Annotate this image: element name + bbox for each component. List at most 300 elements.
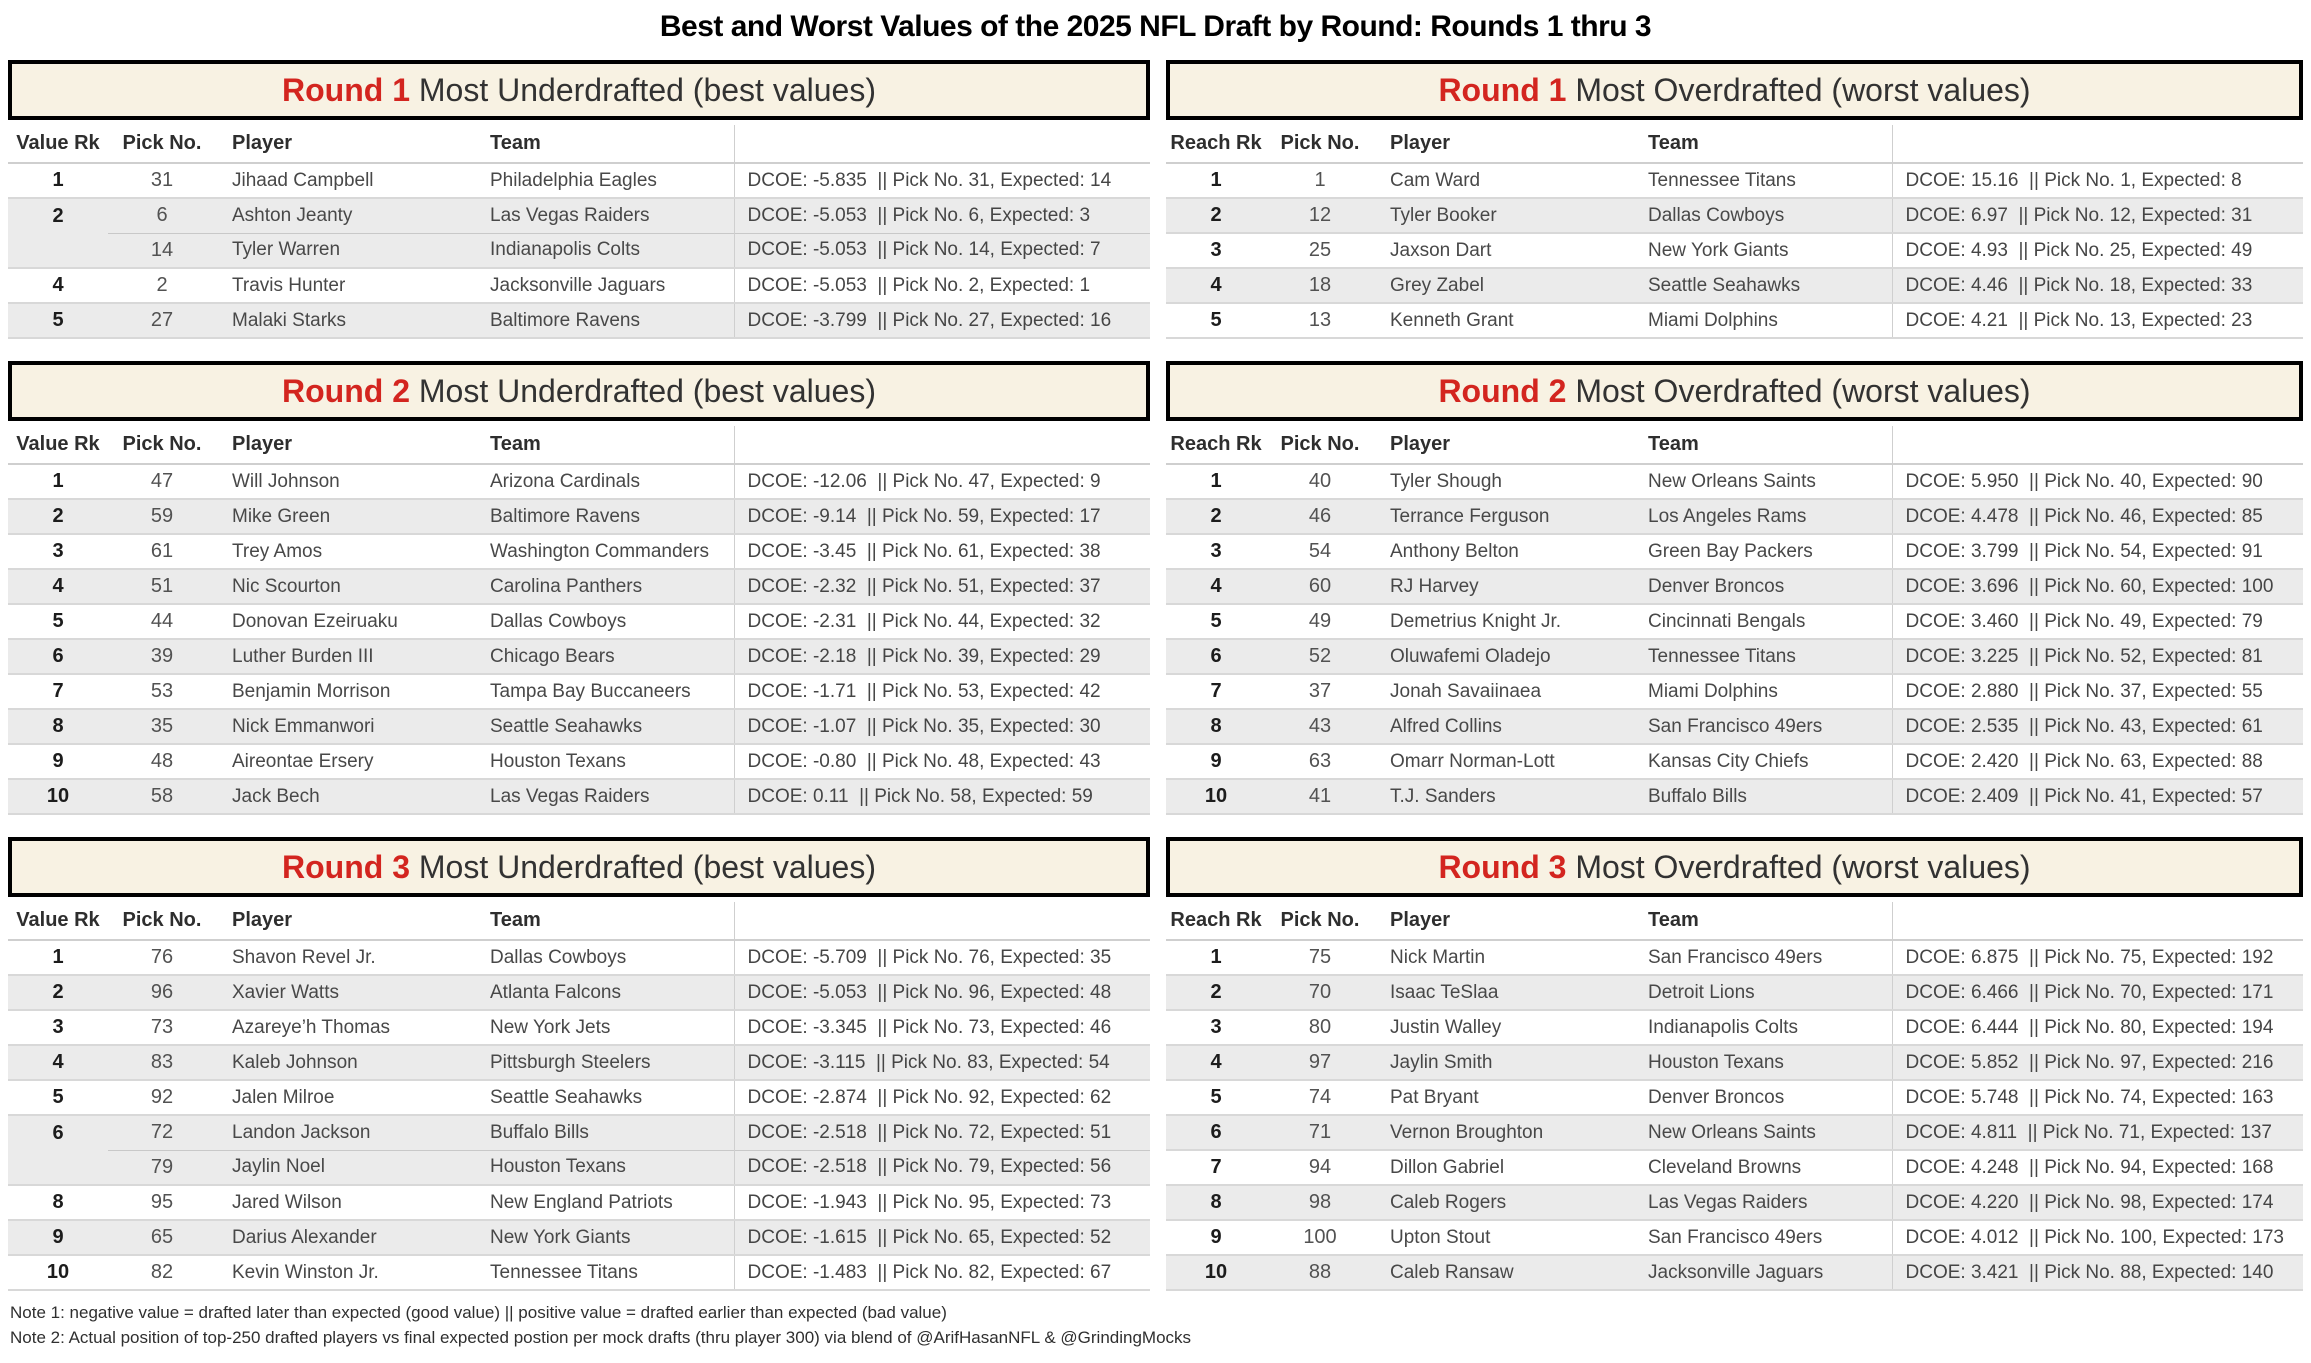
- pick-no-cell: 96: [108, 975, 216, 1010]
- player-cell: Kevin Winston Jr.: [216, 1255, 474, 1290]
- pick-no-cell: 25: [1266, 233, 1374, 268]
- rank-cell: 6: [1166, 639, 1266, 674]
- team-cell: Houston Texans: [1632, 1045, 1892, 1080]
- dcoe-cell: DCOE: 4.93 || Pick No. 25, Expected: 49: [1892, 233, 2303, 268]
- rank-cell: 1: [1210, 169, 1222, 191]
- table-row: [8, 779, 1150, 814]
- player-cell: Dillon Gabriel: [1374, 1150, 1632, 1185]
- table-row: [8, 303, 1150, 338]
- table-body: [8, 464, 1150, 814]
- table-row: [1166, 268, 2303, 303]
- table-body: [8, 940, 1150, 1290]
- table-title-banner: [1166, 60, 2303, 120]
- banner-subtitle: Most Overdrafted (worst values): [1566, 372, 2031, 409]
- pick-no-cell: 100: [1266, 1220, 1374, 1255]
- table-row: [1166, 1080, 2303, 1115]
- table-row: [8, 534, 1150, 569]
- player-cell: Mike Green: [216, 499, 474, 534]
- team-cell: Jacksonville Jaguars: [1632, 1255, 1892, 1290]
- pick-no-cell: 51: [108, 569, 216, 604]
- team-cell: San Francisco 49ers: [1632, 709, 1892, 744]
- col-header-player: Player: [216, 902, 474, 940]
- draft-value-table: [8, 125, 1150, 339]
- team-cell: Tampa Bay Buccaneers: [474, 674, 734, 709]
- team-cell: Green Bay Packers: [1632, 534, 1892, 569]
- dcoe-cell: DCOE: 3.460 || Pick No. 49, Expected: 79: [1892, 604, 2303, 639]
- team-cell: Atlanta Falcons: [474, 975, 734, 1010]
- player-cell: Kaleb Johnson: [216, 1045, 474, 1080]
- pick-no-cell: 79: [108, 1150, 216, 1185]
- player-cell: Tyler Shough: [1390, 470, 1502, 492]
- pick-no-cell: 52: [1266, 639, 1374, 674]
- pick-no-cell: 61: [108, 534, 216, 569]
- player-cell: RJ Harvey: [1374, 569, 1632, 604]
- team-cell: Dallas Cowboys: [1632, 198, 1892, 233]
- rank-cell: 4: [8, 569, 108, 604]
- dcoe-cell: DCOE: -1.483 || Pick No. 82, Expected: 67: [734, 1255, 1150, 1290]
- table-header: [1166, 426, 2303, 464]
- player-cell: Aireontae Ersery: [216, 744, 474, 779]
- player-cell: Jihaad Campbell: [232, 169, 374, 191]
- rank-cell: 5: [1166, 303, 1266, 338]
- rank-cell: 5: [8, 303, 108, 338]
- rank-cell: 1: [52, 946, 64, 968]
- player-cell: Darius Alexander: [216, 1220, 474, 1255]
- table-row: [8, 1255, 1150, 1290]
- player-cell: Demetrius Knight Jr.: [1374, 604, 1632, 639]
- team-cell: Jacksonville Jaguars: [474, 268, 734, 303]
- pick-no-cell: 27: [108, 303, 216, 338]
- dcoe-cell: DCOE: 4.21 || Pick No. 13, Expected: 23: [1892, 303, 2303, 338]
- player-cell: Nick Martin: [1390, 946, 1486, 968]
- table-body: [1166, 163, 2303, 338]
- rank-cell: 3: [8, 534, 108, 569]
- col-header-team: Team: [1632, 125, 1892, 163]
- rank-cell: 2: [1166, 198, 1266, 233]
- footnote-2: Note 2: Actual position of top-250 drafted players vs final expected postion per mock drafts (thru player 300) via blend of @ArifHasanNFL & @GrindingMocks: [10, 1327, 1192, 1347]
- dcoe-cell: DCOE: 4.46 || Pick No. 18, Expected: 33: [1892, 268, 2303, 303]
- player-cell: Grey Zabel: [1374, 268, 1632, 303]
- player-cell: Jalen Milroe: [216, 1080, 474, 1115]
- team-cell: Las Vegas Raiders: [474, 198, 734, 233]
- dcoe-cell: DCOE: -1.71 || Pick No. 53, Expected: 42: [734, 674, 1150, 709]
- banner-subtitle: Most Overdrafted (worst values): [1566, 71, 2031, 108]
- rank-cell: 4: [8, 268, 108, 303]
- table-row: [1166, 198, 2303, 233]
- table-header: [1166, 902, 2303, 940]
- dcoe-cell: DCOE: -2.18 || Pick No. 39, Expected: 29: [734, 639, 1150, 674]
- table-body: [1166, 940, 2303, 1290]
- table-row: [8, 604, 1150, 639]
- rank-cell: [8, 1150, 108, 1185]
- dcoe-cell: DCOE: -2.31 || Pick No. 44, Expected: 32: [734, 604, 1150, 639]
- pick-no-cell: 71: [1266, 1115, 1374, 1150]
- col-header-pick-no: Pick No.: [1266, 902, 1374, 940]
- rank-cell: 1: [1210, 946, 1222, 968]
- pick-no-cell: 60: [1266, 569, 1374, 604]
- col-header-player: Player: [216, 125, 474, 163]
- table-header: [8, 125, 1150, 163]
- table-row: [8, 569, 1150, 604]
- table-row: [1166, 779, 2303, 814]
- dcoe-cell: DCOE: 6.466 || Pick No. 70, Expected: 171: [1892, 975, 2303, 1010]
- col-header-pick-no: Pick No.: [108, 426, 216, 464]
- table-row: [8, 198, 1150, 233]
- team-cell: Dallas Cowboys: [474, 604, 734, 639]
- round-3-most-underdrafted: [8, 837, 1150, 1291]
- pick-no-cell: 31: [150, 169, 174, 191]
- table-row: [8, 233, 1150, 268]
- player-cell: Tyler Booker: [1374, 198, 1632, 233]
- rank-cell: 10: [1166, 1255, 1266, 1290]
- team-cell: Miami Dolphins: [1632, 303, 1892, 338]
- team-cell: Seattle Seahawks: [474, 709, 734, 744]
- team-cell: New York Giants: [1632, 233, 1892, 268]
- dcoe-cell: DCOE: 4.248 || Pick No. 94, Expected: 168: [1892, 1150, 2303, 1185]
- player-cell: T.J. Sanders: [1374, 779, 1632, 814]
- rank-cell: 8: [8, 709, 108, 744]
- round-2-most-underdrafted: [8, 361, 1150, 815]
- team-cell: Washington Commanders: [474, 534, 734, 569]
- player-cell: Caleb Ransaw: [1374, 1255, 1632, 1290]
- rank-cell: 6: [1166, 1115, 1266, 1150]
- rank-cell: 2: [1166, 975, 1266, 1010]
- banner-round-label: Round 3: [1438, 848, 1567, 885]
- pick-no-cell: 95: [108, 1185, 216, 1220]
- team-cell: Tennessee Titans: [1632, 639, 1892, 674]
- player-cell: Pat Bryant: [1374, 1080, 1632, 1115]
- table-row: [8, 163, 1150, 198]
- team-cell: Arizona Cardinals: [490, 470, 640, 492]
- player-cell: Jonah Savaiinaea: [1374, 674, 1632, 709]
- draft-value-table: [1166, 902, 2303, 1291]
- dcoe-cell: DCOE: 4.012 || Pick No. 100, Expected: 173: [1892, 1220, 2303, 1255]
- team-cell: Pittsburgh Steelers: [474, 1045, 734, 1080]
- rank-cell: 8: [1166, 1185, 1266, 1220]
- player-cell: Jaylin Noel: [216, 1150, 474, 1185]
- team-cell: Denver Broncos: [1632, 569, 1892, 604]
- pick-no-cell: 35: [108, 709, 216, 744]
- table-body: [1166, 464, 2303, 814]
- table-row: [1166, 940, 2303, 975]
- pick-no-cell: 44: [108, 604, 216, 639]
- col-header-player: Player: [216, 426, 474, 464]
- team-cell: Carolina Panthers: [474, 569, 734, 604]
- col-header-player: Player: [1374, 426, 1632, 464]
- table-row: [8, 1185, 1150, 1220]
- rank-cell: 1: [52, 169, 64, 191]
- pick-no-cell: 13: [1266, 303, 1374, 338]
- team-cell: Philadelphia Eagles: [490, 169, 657, 191]
- pick-no-cell: 14: [108, 233, 216, 268]
- draft-value-table: [1166, 426, 2303, 815]
- dcoe-cell: DCOE: 3.799 || Pick No. 54, Expected: 91: [1892, 534, 2303, 569]
- table-row: [1166, 604, 2303, 639]
- dcoe-cell: DCOE: 6.444 || Pick No. 80, Expected: 194: [1892, 1010, 2303, 1045]
- team-cell: Houston Texans: [474, 1150, 734, 1185]
- rank-cell: 5: [1166, 1080, 1266, 1115]
- table-row: [8, 975, 1150, 1010]
- table-row: [8, 268, 1150, 303]
- team-cell: Indianapolis Colts: [1632, 1010, 1892, 1045]
- col-header-rank: Value Rk: [8, 426, 108, 464]
- table-row: [1166, 233, 2303, 268]
- banner-round-label: Round 1: [1438, 71, 1567, 108]
- table-title-banner: [8, 837, 1150, 897]
- team-cell: Houston Texans: [474, 744, 734, 779]
- table-row: [8, 1115, 1150, 1150]
- dcoe-cell: DCOE: 5.748 || Pick No. 74, Expected: 163: [1892, 1080, 2303, 1115]
- pick-no-cell: 92: [108, 1080, 216, 1115]
- dcoe-cell: DCOE: -12.06 || Pick No. 47, Expected: 9: [734, 464, 1150, 499]
- pick-no-cell: 63: [1266, 744, 1374, 779]
- pick-no-cell: 54: [1266, 534, 1374, 569]
- team-cell: Los Angeles Rams: [1632, 499, 1892, 534]
- pick-no-cell: 65: [108, 1220, 216, 1255]
- dcoe-cell: DCOE: 2.535 || Pick No. 43, Expected: 61: [1892, 709, 2303, 744]
- dcoe-cell: DCOE: -1.615 || Pick No. 65, Expected: 52: [734, 1220, 1150, 1255]
- player-cell: Landon Jackson: [216, 1115, 474, 1150]
- rank-cell: 7: [8, 674, 108, 709]
- col-header-pick-no: Pick No.: [1266, 125, 1374, 163]
- dcoe-cell: DCOE: 5.950 || Pick No. 40, Expected: 90: [1892, 464, 2303, 499]
- dcoe-cell: DCOE: -3.115 || Pick No. 83, Expected: 54: [734, 1045, 1150, 1080]
- pick-no-cell: 53: [108, 674, 216, 709]
- team-cell: Miami Dolphins: [1632, 674, 1892, 709]
- col-header-team: Team: [1632, 902, 1892, 940]
- team-cell: Seattle Seahawks: [474, 1080, 734, 1115]
- header-row: [8, 125, 1150, 163]
- pick-no-cell: 97: [1266, 1045, 1374, 1080]
- table-title-banner: [1166, 361, 2303, 421]
- rank-cell: 4: [1166, 569, 1266, 604]
- pick-no-cell: 75: [1308, 946, 1332, 968]
- team-cell: Tennessee Titans: [1648, 169, 1796, 191]
- rank-cell: 3: [1166, 233, 1266, 268]
- player-cell: Benjamin Morrison: [216, 674, 474, 709]
- table-row: [1166, 1220, 2303, 1255]
- table-row: [8, 499, 1150, 534]
- rank-cell: 2: [1166, 499, 1266, 534]
- col-header-rank: Value Rk: [8, 125, 108, 163]
- col-header-team: Team: [474, 125, 734, 163]
- rank-cell: 1: [52, 470, 64, 492]
- pick-no-cell: 94: [1266, 1150, 1374, 1185]
- dcoe-cell: DCOE: -2.874 || Pick No. 92, Expected: 62: [734, 1080, 1150, 1115]
- player-cell: Jack Bech: [216, 779, 474, 814]
- rank-cell: 9: [8, 744, 108, 779]
- table-row: [1166, 975, 2303, 1010]
- pick-no-cell: 12: [1266, 198, 1374, 233]
- pick-no-cell: 49: [1266, 604, 1374, 639]
- rank-cell: 3: [1166, 1010, 1266, 1045]
- table-row: [8, 639, 1150, 674]
- dcoe-cell: DCOE: 4.220 || Pick No. 98, Expected: 174: [1892, 1185, 2303, 1220]
- table-row: [8, 464, 1150, 499]
- dcoe-cell: DCOE: -3.345 || Pick No. 73, Expected: 46: [734, 1010, 1150, 1045]
- table-row: [1166, 744, 2303, 779]
- table-row: [1166, 534, 2303, 569]
- team-cell: Cleveland Browns: [1632, 1150, 1892, 1185]
- pick-no-cell: 82: [108, 1255, 216, 1290]
- round-2-most-overdrafted: [1166, 361, 2303, 815]
- player-cell: Nic Scourton: [216, 569, 474, 604]
- player-cell: Donovan Ezeiruaku: [216, 604, 474, 639]
- pick-no-cell: 76: [150, 946, 174, 968]
- pick-no-cell: 47: [150, 470, 174, 492]
- banner-subtitle: Most Underdrafted (best values): [410, 848, 876, 885]
- footnote-1: Note 1: negative value = drafted later than expected (good value) || positive value = drafted earlier than expected (bad value): [10, 1303, 947, 1322]
- table-row: [1166, 1010, 2303, 1045]
- rank-cell: 2: [8, 198, 108, 233]
- dcoe-cell: DCOE: -0.80 || Pick No. 48, Expected: 43: [734, 744, 1150, 779]
- team-cell: Cincinnati Bengals: [1632, 604, 1892, 639]
- dcoe-cell: DCOE: 2.420 || Pick No. 63, Expected: 88: [1892, 744, 2303, 779]
- team-cell: San Francisco 49ers: [1632, 1220, 1892, 1255]
- col-header-dcoe: [734, 125, 1150, 163]
- col-header-rank: Reach Rk: [1166, 902, 1266, 940]
- player-cell: Travis Hunter: [216, 268, 474, 303]
- dcoe-cell: DCOE: 3.225 || Pick No. 52, Expected: 81: [1892, 639, 2303, 674]
- team-cell: New England Patriots: [474, 1185, 734, 1220]
- table-row: [1166, 499, 2303, 534]
- dcoe-cell: DCOE: -2.32 || Pick No. 51, Expected: 37: [734, 569, 1150, 604]
- col-header-dcoe: [1892, 125, 2303, 163]
- player-cell: Cam Ward: [1390, 169, 1481, 191]
- col-header-pick-no: Pick No.: [108, 902, 216, 940]
- header-row: [1166, 902, 2303, 940]
- team-cell: Denver Broncos: [1632, 1080, 1892, 1115]
- table-row: [8, 674, 1150, 709]
- player-cell: Ashton Jeanty: [216, 198, 474, 233]
- rank-cell: 6: [8, 639, 108, 674]
- player-cell: Azareye’h Thomas: [216, 1010, 474, 1045]
- pick-no-cell: 39: [108, 639, 216, 674]
- pick-no-cell: 58: [108, 779, 216, 814]
- pick-no-cell: 98: [1266, 1185, 1374, 1220]
- table-row: [8, 1220, 1150, 1255]
- dcoe-cell: DCOE: -5.053 || Pick No. 6, Expected: 3: [734, 198, 1150, 233]
- pick-no-cell: 40: [1308, 470, 1332, 492]
- rank-cell: 4: [1166, 1045, 1266, 1080]
- table-row: [8, 940, 1150, 975]
- table-row: [8, 1080, 1150, 1115]
- pick-no-cell: 2: [108, 268, 216, 303]
- pick-no-cell: 18: [1266, 268, 1374, 303]
- pick-no-cell: 74: [1266, 1080, 1374, 1115]
- table-title-banner: [8, 60, 1150, 120]
- dcoe-cell: DCOE: 2.409 || Pick No. 41, Expected: 57: [1892, 779, 2303, 814]
- player-cell: Will Johnson: [232, 470, 340, 492]
- table-row: [1166, 569, 2303, 604]
- round-1-most-underdrafted: [8, 60, 1150, 339]
- banner-round-label: Round 1: [282, 71, 410, 108]
- draft-value-table: [8, 902, 1150, 1291]
- player-cell: Omarr Norman-Lott: [1374, 744, 1632, 779]
- rank-cell: 4: [8, 1045, 108, 1080]
- rank-cell: 8: [1166, 709, 1266, 744]
- player-cell: Justin Walley: [1374, 1010, 1632, 1045]
- team-cell: Dallas Cowboys: [490, 946, 627, 968]
- col-header-pick-no: Pick No.: [108, 125, 216, 163]
- col-header-pick-no: Pick No.: [1266, 426, 1374, 464]
- col-header-rank: Value Rk: [8, 902, 108, 940]
- banner-subtitle: Most Underdrafted (best values): [410, 71, 876, 108]
- page-title: Best and Worst Values of the 2025 NFL Draft by Round: Rounds 1 thru 3: [659, 10, 1652, 43]
- rank-cell: 8: [8, 1185, 108, 1220]
- rank-cell: 5: [8, 1080, 108, 1115]
- team-cell: Baltimore Ravens: [474, 303, 734, 338]
- player-cell: Jaylin Smith: [1374, 1045, 1632, 1080]
- table-title-banner: [8, 361, 1150, 421]
- pick-no-cell: 59: [108, 499, 216, 534]
- player-cell: Malaki Starks: [216, 303, 474, 338]
- col-header-player: Player: [1374, 902, 1632, 940]
- pick-no-cell: 41: [1266, 779, 1374, 814]
- team-cell: New Orleans Saints: [1648, 470, 1816, 492]
- team-cell: Kansas City Chiefs: [1632, 744, 1892, 779]
- team-cell: Tennessee Titans: [474, 1255, 734, 1290]
- pick-no-cell: 37: [1266, 674, 1374, 709]
- table-header: [1166, 125, 2303, 163]
- table-row: [1166, 1150, 2303, 1185]
- footnotes: [10, 1301, 2311, 1350]
- rank-cell: 7: [1166, 1150, 1266, 1185]
- pick-no-cell: 88: [1266, 1255, 1374, 1290]
- dcoe-cell: DCOE: -5.053 || Pick No. 96, Expected: 48: [734, 975, 1150, 1010]
- col-header-dcoe: [1892, 426, 2303, 464]
- pick-no-cell: 83: [108, 1045, 216, 1080]
- player-cell: Isaac TeSlaa: [1374, 975, 1632, 1010]
- col-header-dcoe: [1892, 902, 2303, 940]
- header-row: [8, 426, 1150, 464]
- dcoe-cell: DCOE: -3.799 || Pick No. 27, Expected: 16: [734, 303, 1150, 338]
- pick-no-cell: 70: [1266, 975, 1374, 1010]
- pick-no-cell: 43: [1266, 709, 1374, 744]
- rank-cell: 5: [1166, 604, 1266, 639]
- player-cell: Vernon Broughton: [1374, 1115, 1632, 1150]
- player-cell: Jaxson Dart: [1374, 233, 1632, 268]
- dcoe-cell: DCOE: -5.835 || Pick No. 31, Expected: 14: [734, 163, 1150, 198]
- team-cell: Las Vegas Raiders: [474, 779, 734, 814]
- dcoe-cell: DCOE: 6.97 || Pick No. 12, Expected: 31: [1892, 198, 2303, 233]
- rank-cell: 6: [8, 1115, 108, 1150]
- table-title-banner: [1166, 837, 2303, 897]
- rank-cell: 1: [1210, 470, 1222, 492]
- dcoe-cell: DCOE: -5.053 || Pick No. 2, Expected: 1: [734, 268, 1150, 303]
- rank-cell: 10: [8, 1255, 108, 1290]
- table-row: [1166, 163, 2303, 198]
- rank-cell: 2: [8, 499, 108, 534]
- rank-cell: 9: [8, 1220, 108, 1255]
- team-cell: New York Jets: [474, 1010, 734, 1045]
- table-header: [8, 902, 1150, 940]
- rank-cell: [8, 233, 108, 268]
- table-body: [8, 163, 1150, 338]
- dcoe-cell: DCOE: 4.478 || Pick No. 46, Expected: 85: [1892, 499, 2303, 534]
- player-cell: Alfred Collins: [1374, 709, 1632, 744]
- player-cell: Kenneth Grant: [1374, 303, 1632, 338]
- col-header-team: Team: [1632, 426, 1892, 464]
- pick-no-cell: 48: [108, 744, 216, 779]
- col-header-player: Player: [1374, 125, 1632, 163]
- rank-cell: 3: [8, 1010, 108, 1045]
- col-header-dcoe: [734, 902, 1150, 940]
- player-cell: Luther Burden III: [216, 639, 474, 674]
- table-row: [8, 1045, 1150, 1080]
- table-row: [1166, 709, 2303, 744]
- header-row: [1166, 125, 2303, 163]
